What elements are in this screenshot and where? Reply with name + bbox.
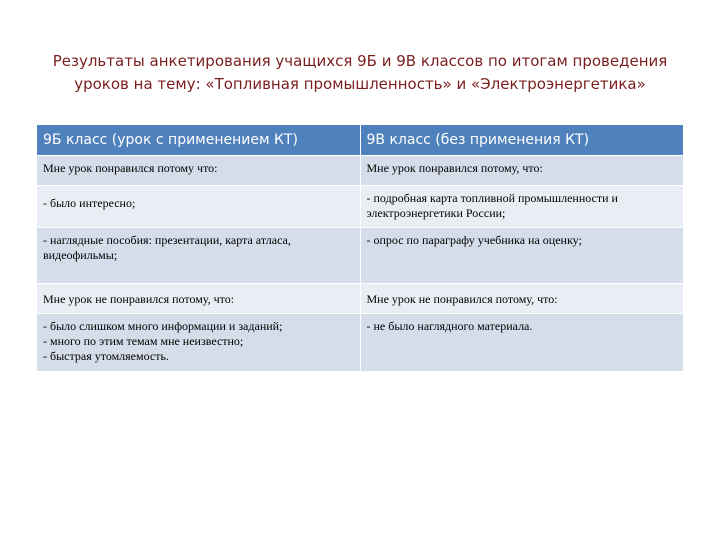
cell-line: - подробная карта топливной промышленности и электроэнергетики России; xyxy=(366,191,618,220)
table-cell-9b xyxy=(37,284,361,314)
table-cell-9b xyxy=(37,314,361,372)
cell-line: - было слишком много информации и заданий; xyxy=(43,319,283,333)
slide-title-line-1: Результаты анкетирования учащихся 9Б и 9В классов по итогам проведения xyxy=(52,52,668,70)
cell-line: Мне урок понравился потому что: xyxy=(43,161,218,175)
cell-line: - много по этим темам мне неизвестно; xyxy=(43,334,244,348)
cell-line: - наглядные пособия: презентации, карта атласа, видеофильмы; xyxy=(43,233,291,262)
cell-line: Мне урок понравился потому, что: xyxy=(366,161,543,175)
survey-table xyxy=(36,124,684,372)
cell-line: - не было наглядного материала. xyxy=(366,319,533,333)
table-cell-9v xyxy=(360,284,684,314)
slide-title xyxy=(30,50,690,96)
cell-line: - быстрая утомляемость. xyxy=(43,349,169,363)
table-header-row xyxy=(37,125,684,156)
table-row xyxy=(37,284,684,314)
table-cell-9v xyxy=(360,228,684,284)
header-class-9v: 9В класс (без применения КТ) xyxy=(360,125,684,156)
header-class-9b: 9Б класс (урок с применением КТ) xyxy=(37,125,361,156)
cell-line: - опрос по параграфу учебника на оценку; xyxy=(366,233,582,247)
table-cell-9v xyxy=(360,156,684,186)
cell-line: Мне урок не понравился потому, что: xyxy=(43,292,235,306)
table-row xyxy=(37,228,684,284)
table-cell-9v xyxy=(360,314,684,372)
table-cell-9b xyxy=(37,186,361,228)
cell-line: - было интересно; xyxy=(43,196,136,210)
table-row xyxy=(37,314,684,372)
table-row xyxy=(37,156,684,186)
slide-title-line-2: уроков на тему: «Топливная промышленность» и «Электроэнергетика» xyxy=(74,75,646,93)
cell-line: Мне урок не понравился потому, что: xyxy=(366,292,558,306)
table-cell-9v xyxy=(360,186,684,228)
table-cell-9b xyxy=(37,156,361,186)
table-row xyxy=(37,186,684,228)
table-cell-9b xyxy=(37,228,361,284)
